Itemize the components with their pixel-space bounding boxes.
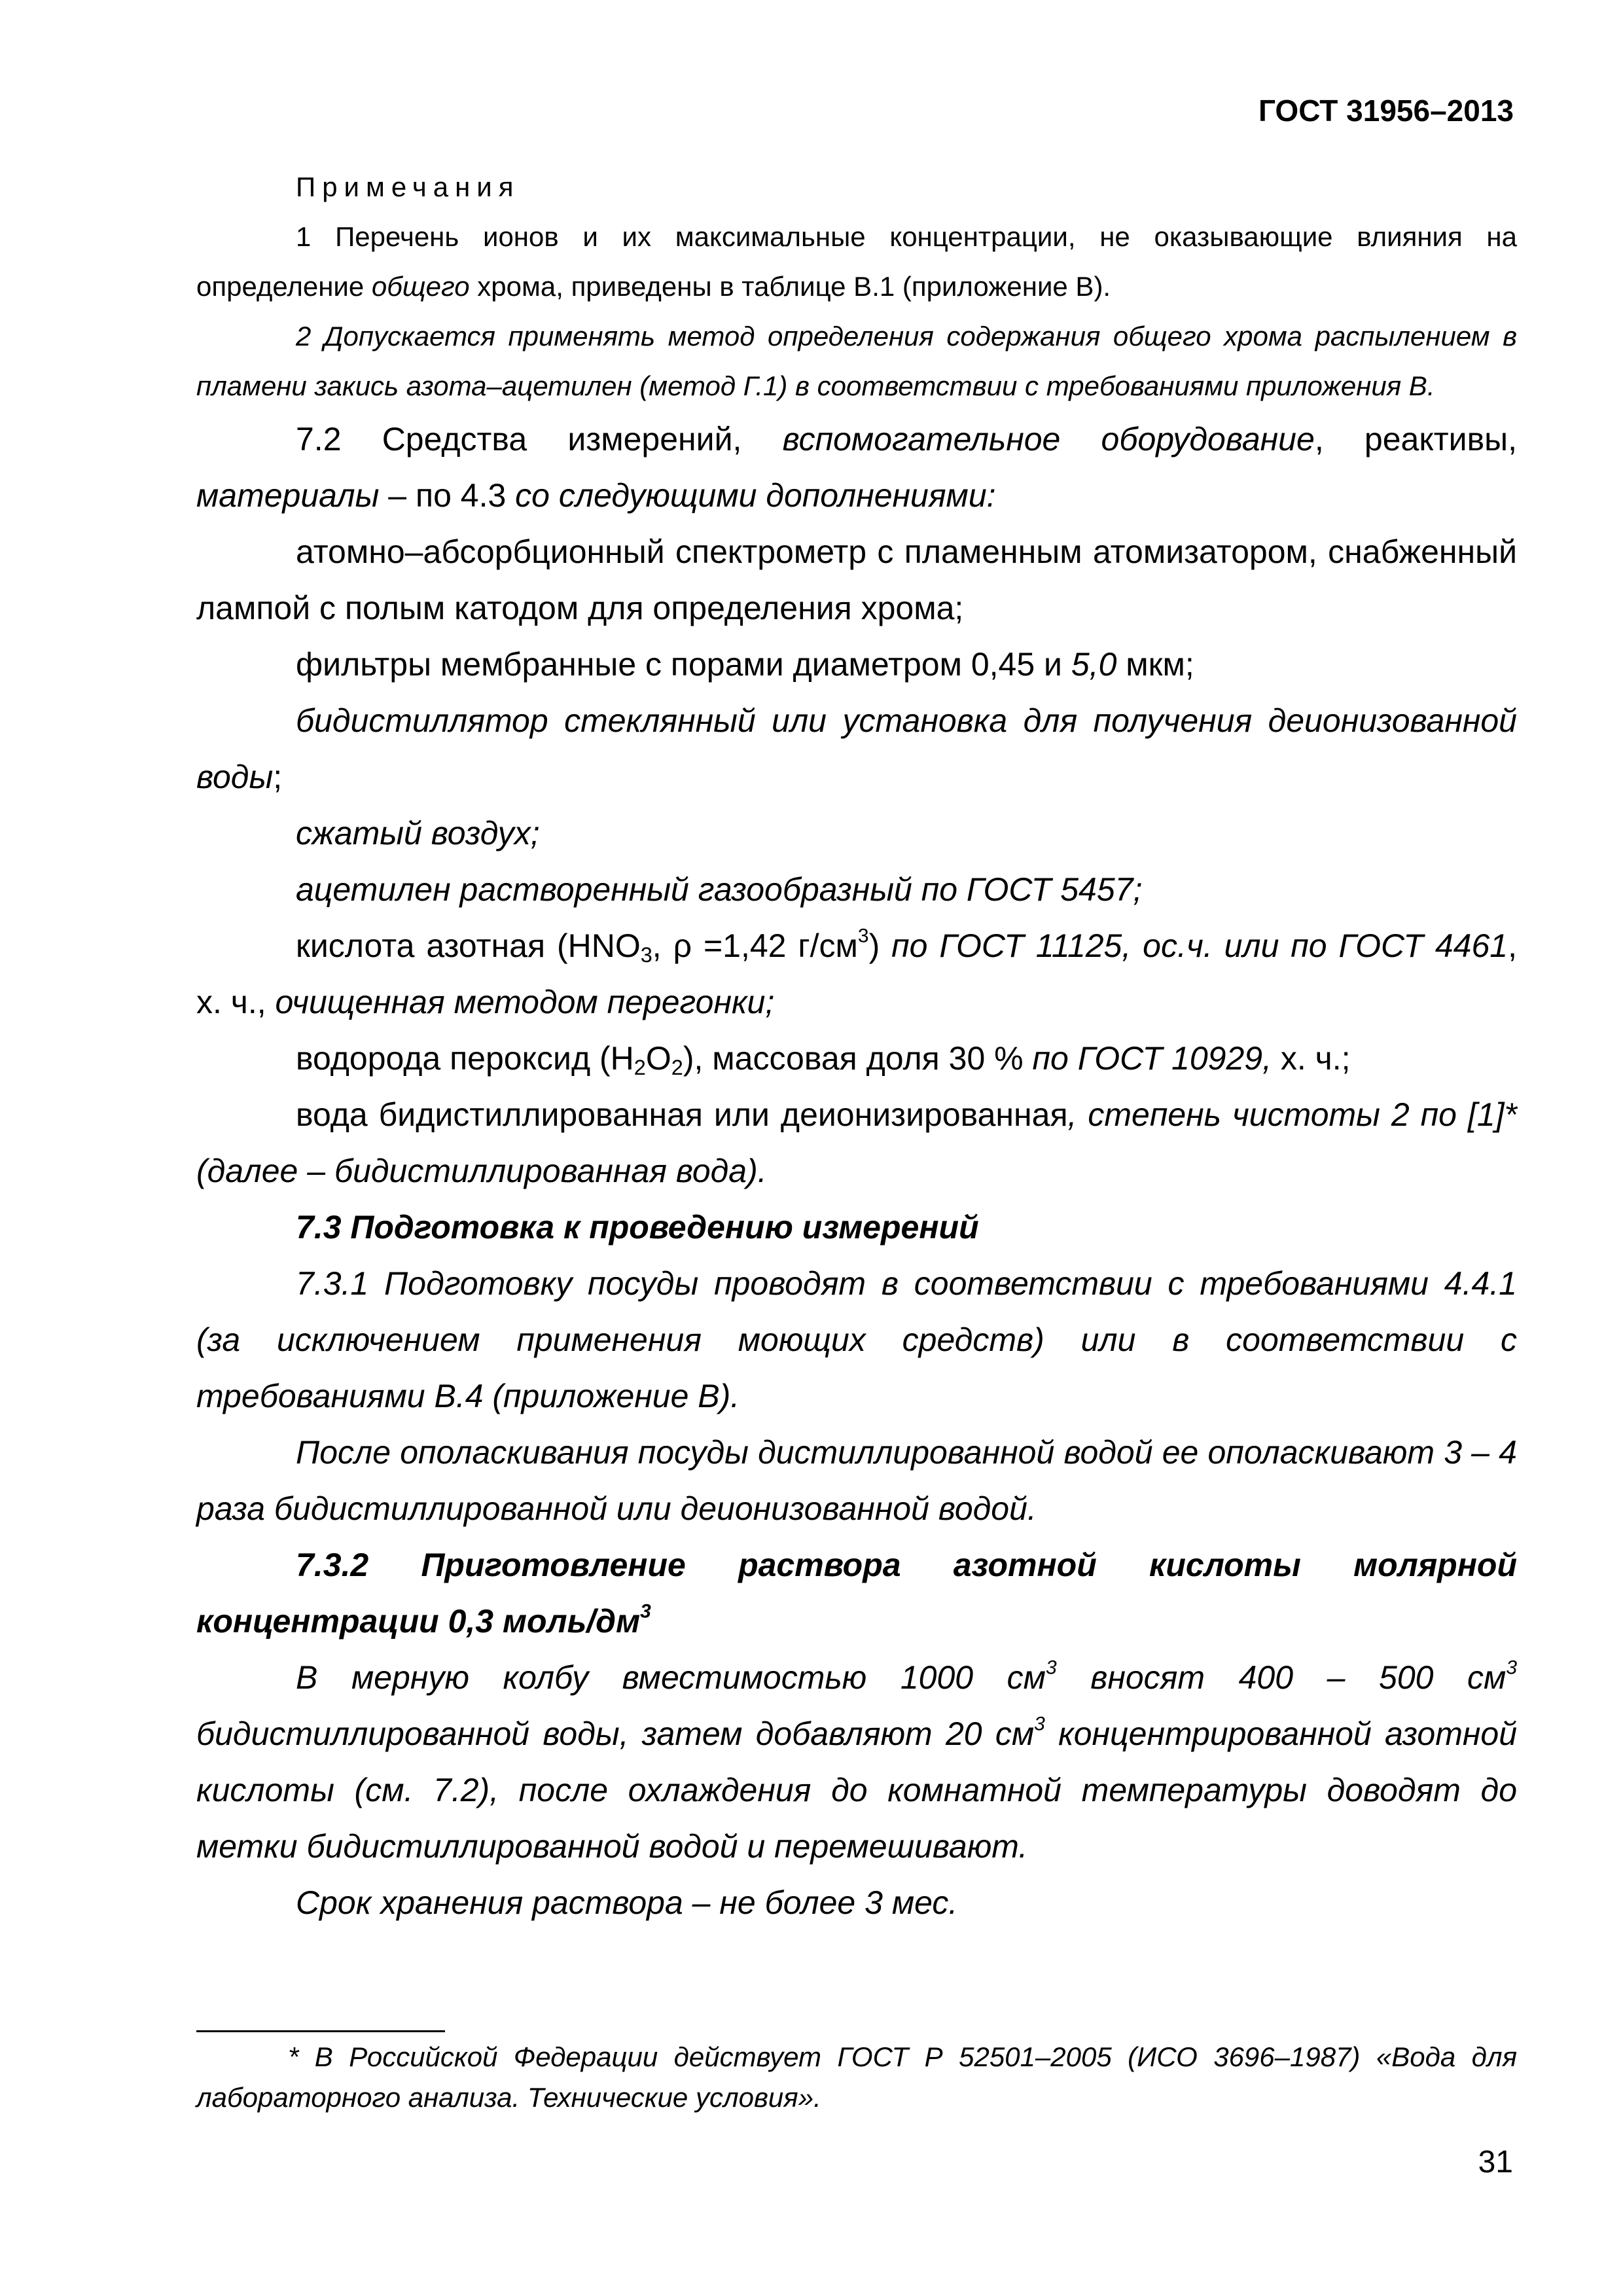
- i6-text-a: кислота азотная (HNO: [296, 927, 641, 964]
- notes-block: [196, 162, 1517, 411]
- i7-text-b: O: [645, 1040, 671, 1077]
- i6-text-f: очищенная методом перегонки;: [275, 984, 775, 1020]
- section-7-3-2-heading: [196, 1537, 1517, 1649]
- note-1-text-b: общего: [371, 271, 470, 302]
- item-hydrogen-peroxide: [196, 1030, 1517, 1086]
- i3-text-b: ;: [273, 759, 283, 795]
- i6-text-d: по ГОСТ 11125, ос.ч. или по ГОСТ 4461: [891, 927, 1508, 964]
- i7-sub-1: 2: [633, 1056, 646, 1080]
- s72-text-b: вспомогательное оборудование: [782, 421, 1315, 457]
- i7-text-e: х. ч.;: [1271, 1040, 1351, 1077]
- item-nitric-acid: [196, 918, 1517, 1030]
- item-bidistilled-water: [196, 1086, 1517, 1199]
- s732-text-c: бидистиллированной воды, затем добавляют 20 см: [196, 1715, 1035, 1752]
- i2-text-b: 5,0: [1071, 646, 1117, 683]
- s732-text-d: концентрированной азотной кислоты (см. 7.2), после охлаждения до комнатной температуры доводят до метки бидистиллированной водой и перемешивают.: [196, 1715, 1518, 1865]
- s72-text-e: – по 4.3: [379, 477, 516, 514]
- s72-text-d: материалы: [196, 477, 380, 514]
- s732-sup-1: 3: [1045, 1657, 1057, 1679]
- item-acetylene: ацетилен растворенный газообразный по ГОСТ 5457;: [296, 871, 1143, 908]
- note-2: 2 Допускается применять метод определения содержания общего хрома распылением в пламени закись азота–ацетилен (метод Г.1) в соответствии с требованиями приложения В.: [196, 321, 1517, 401]
- item-spectrometer: атомно–абсорбционный спектрометр с пламенным атомизатором, снабженный лампой с полым катодом для определения хрома;: [196, 533, 1517, 626]
- notes-title: Примечания: [296, 171, 520, 202]
- rinsing-paragraph: После ополаскивания посуды дистиллированной водой ее ополаскивают 3 – 4 раза бидистиллированной или деионизованной водой.: [196, 1434, 1517, 1527]
- section-7-3-heading: 7.3 Подготовка к проведению измерений: [296, 1209, 979, 1246]
- i6-sub: 3: [640, 943, 652, 967]
- s72-text-c: , реактивы,: [1314, 421, 1517, 457]
- s72-text-f: со следующими дополнениями:: [515, 477, 996, 514]
- s732-sup-3: 3: [1034, 1713, 1045, 1735]
- note-1-text-c: хрома, приведены в таблице В.1 (приложение В).: [469, 271, 1111, 302]
- i6-sup: 3: [857, 925, 869, 947]
- i6-text-b: , ρ =1,42 г/см: [652, 927, 858, 964]
- s732-text-b: вносят 400 – 500 см: [1056, 1659, 1507, 1696]
- s732-heading-sup: 3: [640, 1600, 651, 1623]
- footnote: [196, 2037, 1517, 2118]
- item-compressed-air: сжатый воздух;: [296, 815, 540, 852]
- item-filters: [196, 636, 1517, 692]
- item-bidistiller: [196, 692, 1517, 805]
- i2-text-c: мкм;: [1116, 646, 1194, 683]
- note-1-text-a: 1 Перечень ионов и их максимальные концентрации, не оказывающие влияния на определение: [196, 221, 1517, 302]
- storage-term: Срок хранения раствора – не более 3 мес.: [296, 1884, 958, 1921]
- note-1: [196, 212, 1517, 312]
- i7-text-d: по ГОСТ 10929,: [1032, 1040, 1272, 1077]
- s732-sup-2: 3: [1506, 1657, 1517, 1679]
- i6-text-e: , х. ч.,: [196, 927, 1518, 1020]
- footnote-text: * В Российской Федерации действует ГОСТ Р 52501–2005 (ИСО 3696–1987) «Вода для лабораторного анализа. Технические условия».: [196, 2041, 1517, 2113]
- s732-heading-text: 7.3.2 Приготовление раствора азотной кислоты молярной концентрации 0,3 моль/дм: [196, 1547, 1517, 1640]
- i2-text-a: фильтры мембранные с порами диаметром 0,45 и: [296, 646, 1071, 683]
- i6-text-c: ): [868, 927, 892, 964]
- section-7-3-1: 7.3.1 Подготовку посуды проводят в соответствии с требованиями 4.4.1 (за исключением применения моющих средств) или в соответствии с требованиями В.4 (приложение В).: [196, 1265, 1517, 1414]
- page-number: 31: [1478, 2145, 1513, 2179]
- standard-code-header: ГОСТ 31956–2013: [1258, 94, 1514, 128]
- i7-sub-2: 2: [671, 1056, 683, 1080]
- s72-text-a: 7.2 Средства измерений,: [296, 421, 783, 457]
- i7-text-a: водорода пероксид (H: [296, 1040, 634, 1077]
- footnote-divider: [196, 2030, 445, 2032]
- section-7-3-2-body: [196, 1649, 1517, 1874]
- i8-text-b: , степень чистоты 2 по [1]* (далее – бидистиллированная вода).: [196, 1096, 1517, 1189]
- i7-text-c: ), массовая доля 30 %: [683, 1040, 1033, 1077]
- i8-text-a: вода бидистиллированная или деионизированная: [296, 1096, 1068, 1133]
- section-7-2: [196, 411, 1517, 524]
- i3-text-a: бидистиллятор стеклянный или установка для получения деионизованной воды: [196, 702, 1517, 795]
- s732-text-a: В мерную колбу вместимостью 1000 см: [296, 1659, 1046, 1696]
- main-text: [196, 162, 1517, 1931]
